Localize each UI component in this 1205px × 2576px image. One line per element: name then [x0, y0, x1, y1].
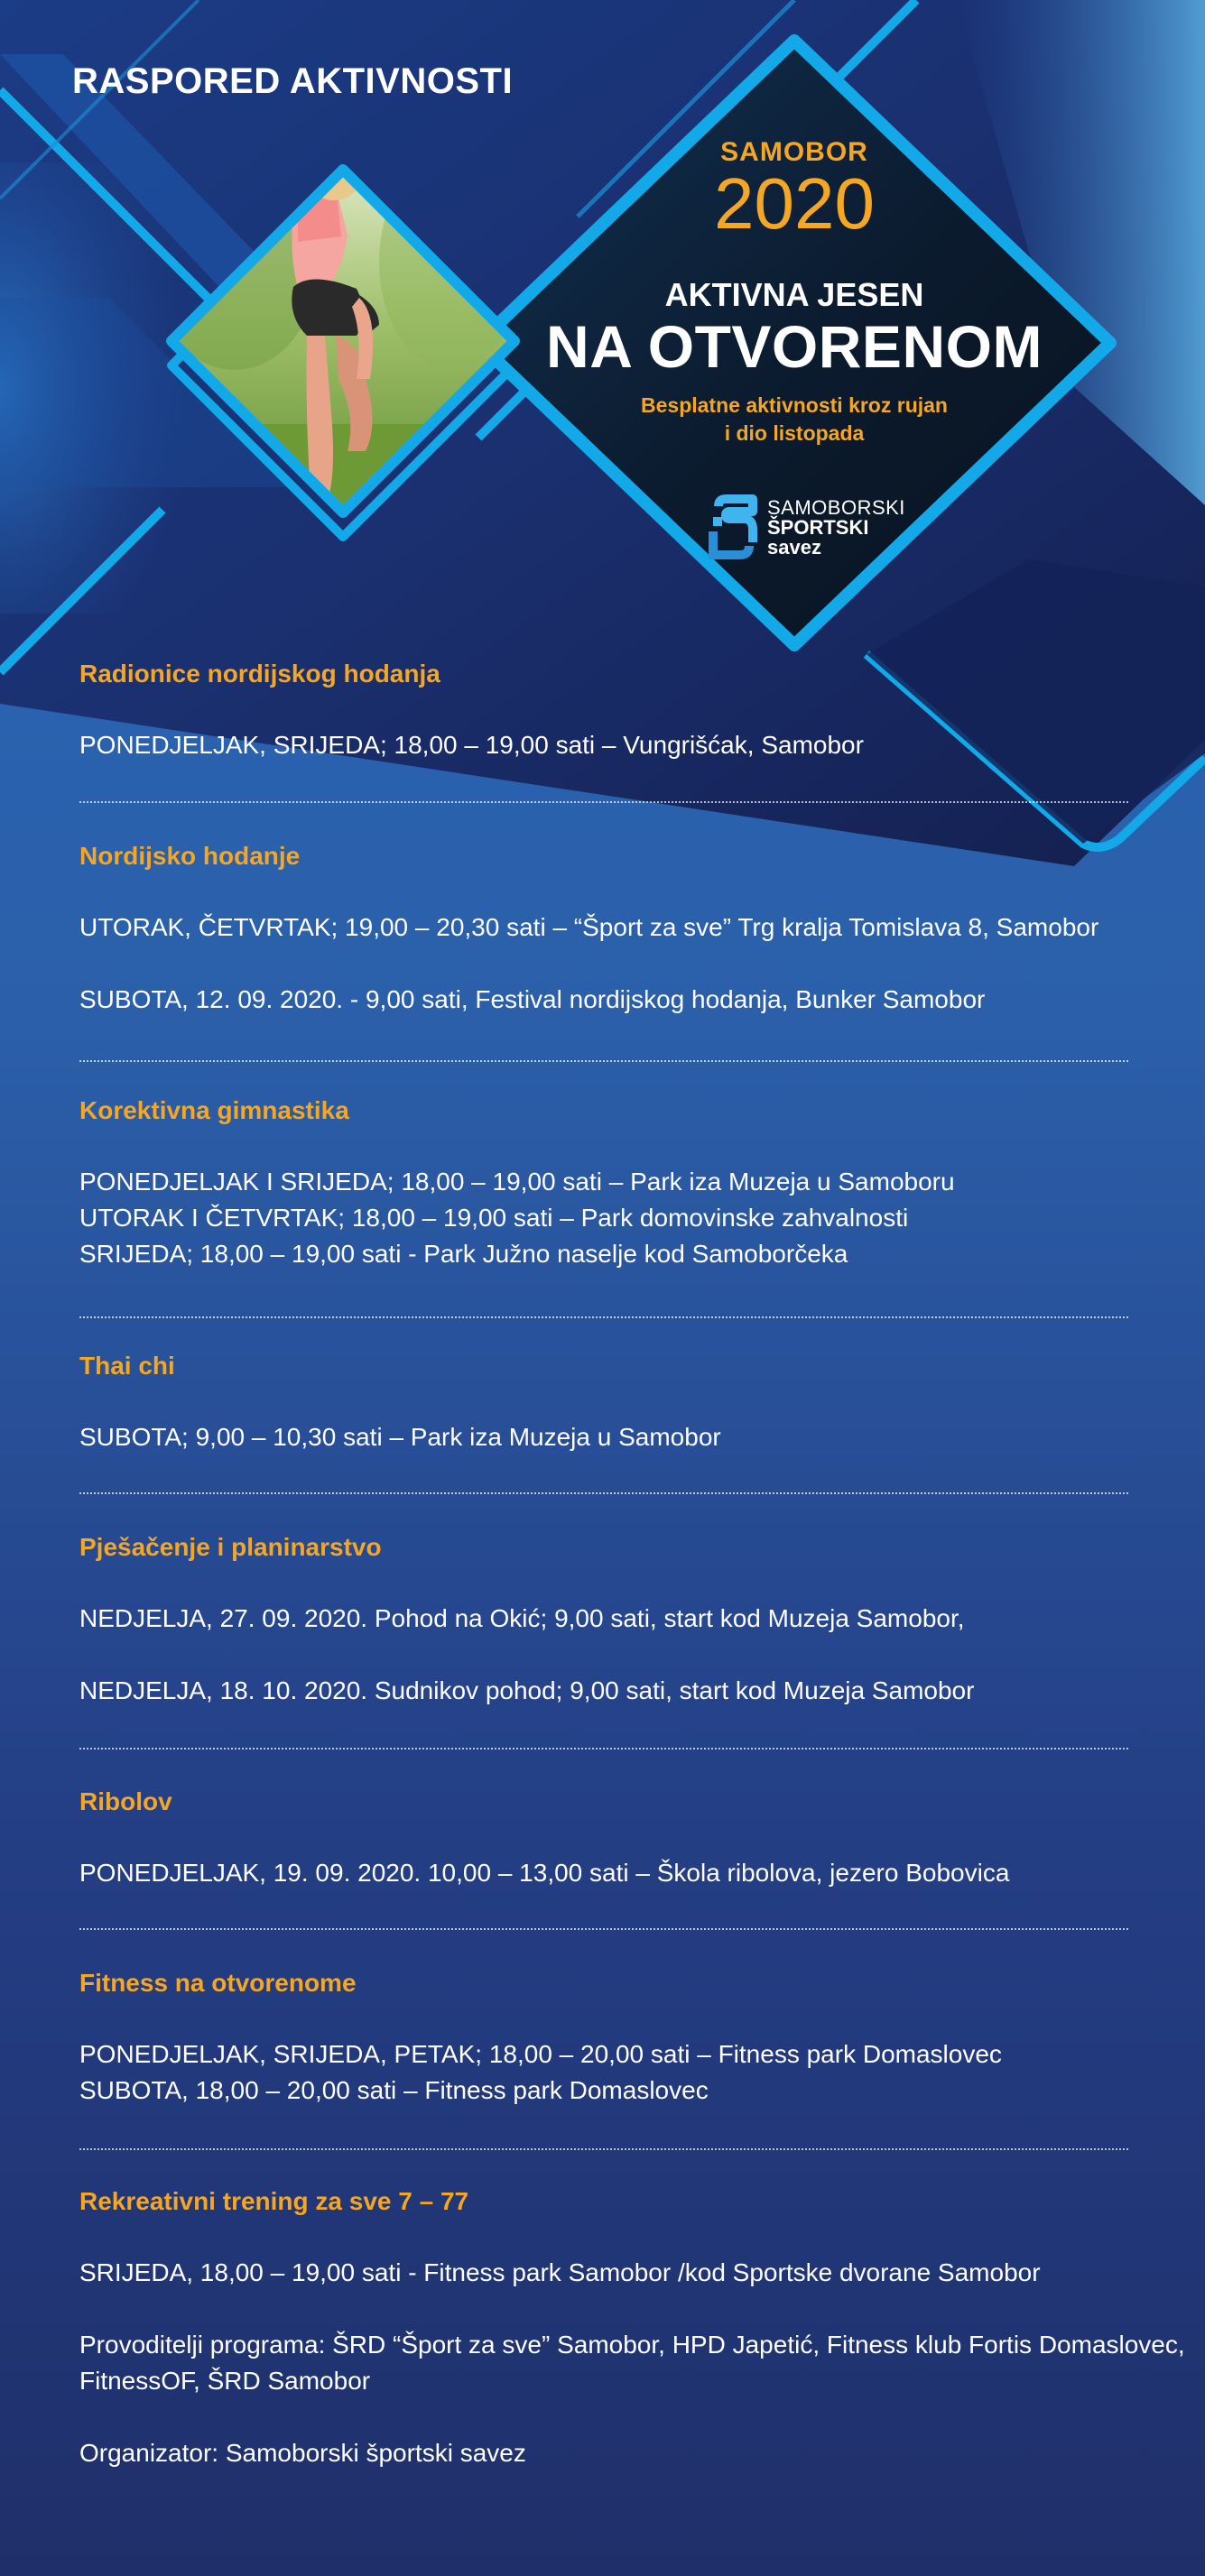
- hero-description-line-2: i dio listopada: [724, 421, 865, 445]
- schedule-section: [79, 1351, 1126, 1455]
- logo-line-2: ŠPORTSKI: [767, 516, 869, 539]
- schedule-section: [79, 659, 1126, 763]
- section-title: Radionice nordijskog hodanja: [79, 660, 440, 688]
- schedule-line: PONEDJELJAK, SRIJEDA, PETAK; 18,00 – 20,00 sati – Fitness park Domaslovec: [79, 2040, 1002, 2068]
- section-divider: [79, 1316, 1128, 1318]
- schedule-line: SUBOTA, 12. 09. 2020. - 9,00 sati, Festival nordijskog hodanja, Bunker Samobor: [79, 985, 986, 1013]
- schedule-line: SUBOTA; 9,00 – 10,30 sati – Park iza Muzeja u Samobor: [79, 1423, 721, 1451]
- hero-description-line-1: Besplatne aktivnosti kroz rujan: [641, 393, 948, 417]
- schedule-line: SUBOTA, 18,00 – 20,00 sati – Fitness park Domaslovec: [79, 2076, 709, 2104]
- section-divider: [79, 801, 1128, 803]
- section-title: Ribolov: [79, 1787, 172, 1815]
- section-title: Rekreativni trening za sve 7 – 77: [79, 2187, 469, 2215]
- schedule-line: SRIJEDA, 18,00 – 19,00 sati - Fitness park Samobor /kod Sportske dvorane Samobor: [79, 2258, 1041, 2286]
- schedule-section: [79, 1095, 1126, 1272]
- hero-subtitle: AKTIVNA JESEN: [664, 276, 924, 313]
- hero-city: SAMOBOR: [720, 137, 868, 167]
- hero-main-title: NA OTVORENOM: [546, 313, 1043, 380]
- section-title: Pješačenje i planinarstvo: [79, 1533, 382, 1561]
- section-title: Fitness na otvorenome: [79, 1969, 357, 1997]
- schedule-line: Provoditelji programa: ŠRD “Šport za sve” Samobor, HPD Japetić, Fitness klub Fortis Domaslovec,: [79, 2331, 1185, 2359]
- section-title: Nordijsko hodanje: [79, 842, 301, 870]
- section-divider: [79, 1060, 1128, 1062]
- page-title: RASPORED AKTIVNOSTI: [72, 61, 514, 101]
- logo-line-3: savez: [767, 536, 821, 559]
- section-divider: [79, 2148, 1128, 2150]
- organizer-logo: [713, 496, 930, 559]
- organizer-logo-text: [767, 498, 905, 558]
- schedule-line: SRIJEDA; 18,00 – 19,00 sati - Park Južno naselje kod Samoborčeka: [79, 1240, 848, 1268]
- section-divider: [79, 1492, 1128, 1494]
- schedule-section: [79, 841, 1126, 1018]
- schedule-line: UTORAK I ČETVRTAK; 18,00 – 19,00 sati – Park domovinske zahvalnosti: [79, 1204, 909, 1232]
- schedule-line: NEDJELJA, 18. 10. 2020. Sudnikov pohod; 9,00 sati, start kod Muzeja Samobor: [79, 1676, 975, 1704]
- schedule-line: PONEDJELJAK I SRIJEDA; 18,00 – 19,00 sati – Park iza Muzeja u Samoboru: [79, 1168, 955, 1196]
- schedule-line: PONEDJELJAK, SRIJEDA; 18,00 – 19,00 sati – Vungrišćak, Samobor: [79, 731, 864, 759]
- schedule-section: [79, 1532, 1126, 1709]
- schedule-line: NEDJELJA, 27. 09. 2020. Pohod na Okić; 9,00 sati, start kod Muzeja Samobor,: [79, 1604, 965, 1632]
- section-title: Korektivna gimnastika: [79, 1096, 349, 1124]
- section-divider: [79, 1928, 1128, 1930]
- schedule-section: [79, 1787, 1126, 1891]
- schedule-line: PONEDJELJAK, 19. 09. 2020. 10,00 – 13,00 sati – Škola ribolova, jezero Bobovica: [79, 1859, 1010, 1887]
- logo-line-1: SAMOBORSKI: [767, 496, 905, 519]
- schedule-line: UTORAK, ČETVRTAK; 19,00 – 20,30 sati – “Šport za sve” Trg kralja Tomislava 8, Samobor: [79, 913, 1099, 941]
- schedule-line: Organizator: Samoborski športski savez: [79, 2439, 526, 2467]
- section-divider: [79, 1748, 1128, 1750]
- hero-year: 2020: [714, 163, 875, 244]
- schedule-line: FitnessOF, ŠRD Samobor: [79, 2367, 371, 2395]
- schedule-section: [79, 2186, 1185, 2471]
- section-title: Thai chi: [79, 1352, 175, 1380]
- hero-description: [487, 392, 1101, 448]
- schedule-section: [79, 1968, 1126, 2109]
